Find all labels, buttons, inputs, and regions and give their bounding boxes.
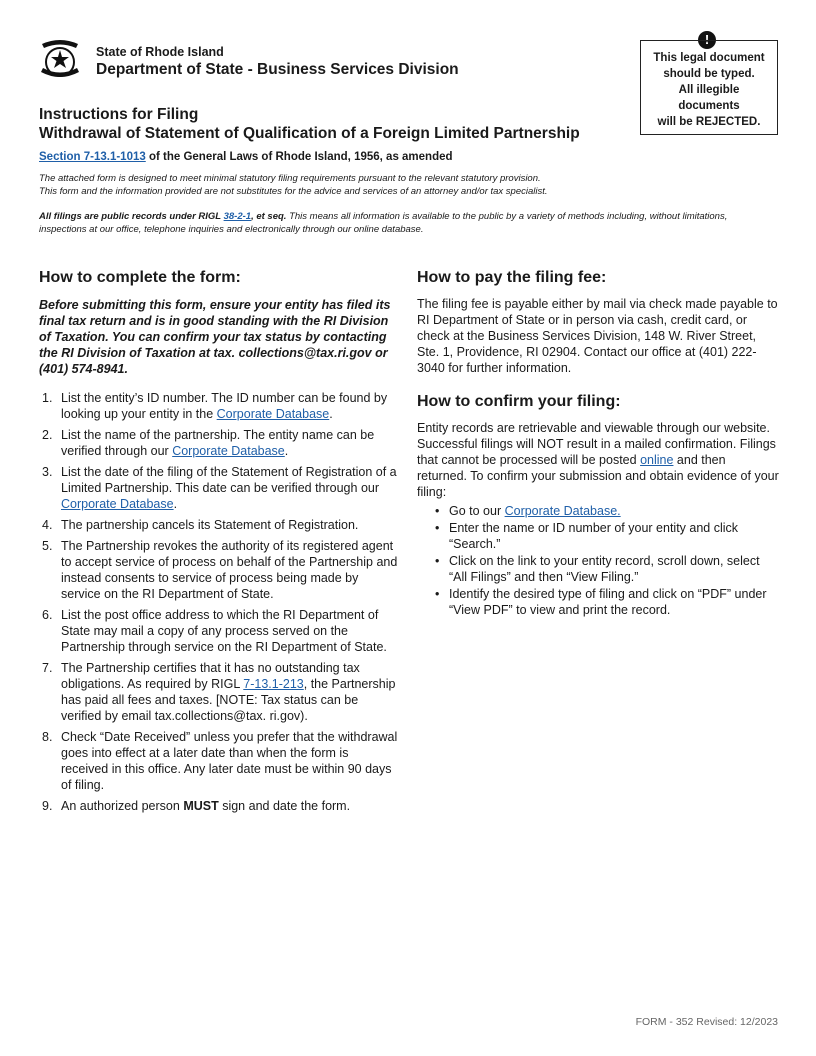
public-records-notice xyxy=(39,211,739,236)
disclaimer-line: The attached form is designed to meet minimal statutory filing requirements pursuant to the relevant statutory provision. xyxy=(39,173,541,184)
step-text: The Partnership certifies that it has no outstanding tax obligations. As required by RIGL xyxy=(61,661,360,691)
complete-form-heading: How to complete the form: xyxy=(39,269,241,286)
rhode-island-seal-icon xyxy=(38,38,82,80)
warning-line: will be REJECTED. xyxy=(657,116,761,128)
statute-link[interactable]: Section 7-13.1-1013 xyxy=(39,151,146,163)
online-link[interactable]: online xyxy=(640,453,674,467)
confirm-text-end: and then returned. To confirm your submission and obtain evidence of your filing: xyxy=(417,453,779,499)
pay-fee-text: The filing fee is payable either by mail via check made payable to RI Department of State or in person via cash, credit card, or check at the Business Services Division, 148 W. River Street, Ste. 1, Providence, RI 02904. Contact our office at (401) 222-3040 for further information. xyxy=(417,297,778,375)
list-item xyxy=(417,553,779,585)
step-text: An authorized person xyxy=(61,799,184,813)
step-text: List the entity’s ID number. The ID number can be found by looking up your entity in the xyxy=(61,391,388,421)
confirm-text-start: Entity records are retrievable and viewable through our website. Successful filings will NOT result in a mailed confirmation. Filings that cannot be processed will be posted xyxy=(417,421,776,467)
list-item xyxy=(39,517,399,533)
list-item xyxy=(39,798,399,814)
org-header xyxy=(96,44,459,80)
list-item xyxy=(39,464,399,512)
payment-confirmation-section xyxy=(417,268,779,619)
disclaimer xyxy=(39,173,729,198)
list-item xyxy=(39,729,399,793)
must-emphasis: MUST xyxy=(183,799,219,813)
statute-reference xyxy=(39,151,453,163)
title-line-2: Withdrawal of Statement of Qualification of a Foreign Limited Partnership xyxy=(39,125,580,142)
disclaimer-line: This form and the information provided are not substitutes for the advice and services of an attorney and/or tax specialist. xyxy=(39,185,548,197)
form-footer: FORM - 352 Revised: 12/2023 xyxy=(635,1016,778,1028)
exclamation-icon: ! xyxy=(698,31,716,49)
statute-text: of the General Laws of Rhode Island, 1956, as amended xyxy=(145,151,453,163)
public-records-lead: All filings are public records under RIGL xyxy=(39,211,224,222)
step-number: 1. xyxy=(42,391,53,405)
list-item xyxy=(39,538,399,602)
list-item xyxy=(417,586,779,618)
confirm-filing-text xyxy=(417,420,779,500)
list-item xyxy=(39,390,399,422)
bullet-text: Click on the link to your entity record, scroll down, select “All Filings” and then “View Filing.” xyxy=(449,554,760,584)
warning-line: documents xyxy=(678,100,740,112)
step-text-end: , the Partnership has paid all fees and taxes. [NOTE: Tax status can be verified by email tax.collections@tax. ri.gov). xyxy=(61,677,396,723)
step-text: List the post office address to which the RI Department of State may mail a copy of any process served on the Partnership through service on the RI Department of State. xyxy=(61,608,387,654)
bullet-icon: • xyxy=(435,554,440,568)
bullet-icon: • xyxy=(435,521,440,535)
corporate-database-link[interactable]: Corporate Database xyxy=(172,444,285,458)
step-number: 4. xyxy=(42,518,53,532)
list-item xyxy=(417,520,779,552)
complete-form-intro: Before submitting this form, ensure your entity has filed its final tax return and is in good standing with the RI Division of Taxation. You can confirm your tax status by contacting the RI Division of Taxation at tax. collections@tax.ri.gov or (401) 574-8941. xyxy=(39,298,391,376)
corporate-database-link[interactable]: Corporate Database. xyxy=(504,504,621,518)
public-records-text: This means all information is available to the public by a variety of methods including, without limitations, inspections at our office, telephone inquiries and electronically through our online database. xyxy=(39,211,728,235)
list-item xyxy=(39,660,399,724)
bullet-icon: • xyxy=(435,504,440,518)
step-text: The Partnership revokes the authority of its registered agent to accept service of process on behalf of the Partnership and instead consents to service of process being made by service on the RI Department of State. xyxy=(61,539,398,601)
list-item xyxy=(39,427,399,459)
step-text: The partnership cancels its Statement of Registration. xyxy=(61,518,359,532)
bullet-icon: • xyxy=(435,587,440,601)
department-name: Department of State - Business Services Division xyxy=(96,61,459,78)
typed-document-warning xyxy=(640,40,778,135)
step-text-end: sign and date the form. xyxy=(218,799,351,813)
step-text-end: . xyxy=(284,444,289,458)
state-name: State of Rhode Island xyxy=(96,45,224,59)
step-text: Check “Date Received” unless you prefer that the withdrawal goes into effect at a later date than when the form is received in this office. Any later date must be within 90 days of filing. xyxy=(61,730,398,792)
rigl-7-13-1-213-link[interactable]: 7-13.1-213 xyxy=(243,677,304,691)
list-item xyxy=(39,607,399,655)
warning-line: should be typed. xyxy=(663,68,755,80)
list-item xyxy=(417,503,779,519)
bullet-text: Go to our xyxy=(449,504,505,518)
complete-form-section xyxy=(39,268,399,819)
step-number: 7. xyxy=(42,661,53,675)
step-number: 9. xyxy=(42,799,53,813)
instruction-steps xyxy=(39,390,399,814)
confirm-steps xyxy=(417,503,779,618)
corporate-database-link[interactable]: Corporate Database xyxy=(61,497,174,511)
warning-line: All illegible xyxy=(678,84,740,96)
step-number: 5. xyxy=(42,539,53,553)
step-number: 6. xyxy=(42,608,53,622)
page-title xyxy=(39,105,580,143)
et-seq-text: , et seq. xyxy=(251,211,287,222)
title-line-1: Instructions for Filing xyxy=(39,106,199,123)
confirm-filing-heading: How to confirm your filing: xyxy=(417,393,621,410)
pay-fee-heading: How to pay the filing fee: xyxy=(417,269,607,286)
step-text-end: . xyxy=(173,497,178,511)
bullet-text: Identify the desired type of filing and click on “PDF” under “View PDF” to view and print the record. xyxy=(449,587,767,617)
bullet-text: Enter the name or ID number of your entity and click “Search.” xyxy=(449,521,739,551)
step-text: List the date of the filing of the Statement of Registration of a Limited Partnership. This date can be verified through our xyxy=(61,465,397,495)
rigl-38-2-1-link[interactable]: 38-2-1 xyxy=(223,211,252,222)
step-text-end: . xyxy=(329,407,333,421)
step-text: List the name of the partnership. The entity name can be verified through our xyxy=(61,428,375,458)
step-number: 3. xyxy=(42,465,53,479)
step-number: 8. xyxy=(42,730,53,744)
step-number: 2. xyxy=(42,428,53,442)
corporate-database-link[interactable]: Corporate Database xyxy=(216,407,330,421)
warning-line: This legal document xyxy=(653,52,765,64)
